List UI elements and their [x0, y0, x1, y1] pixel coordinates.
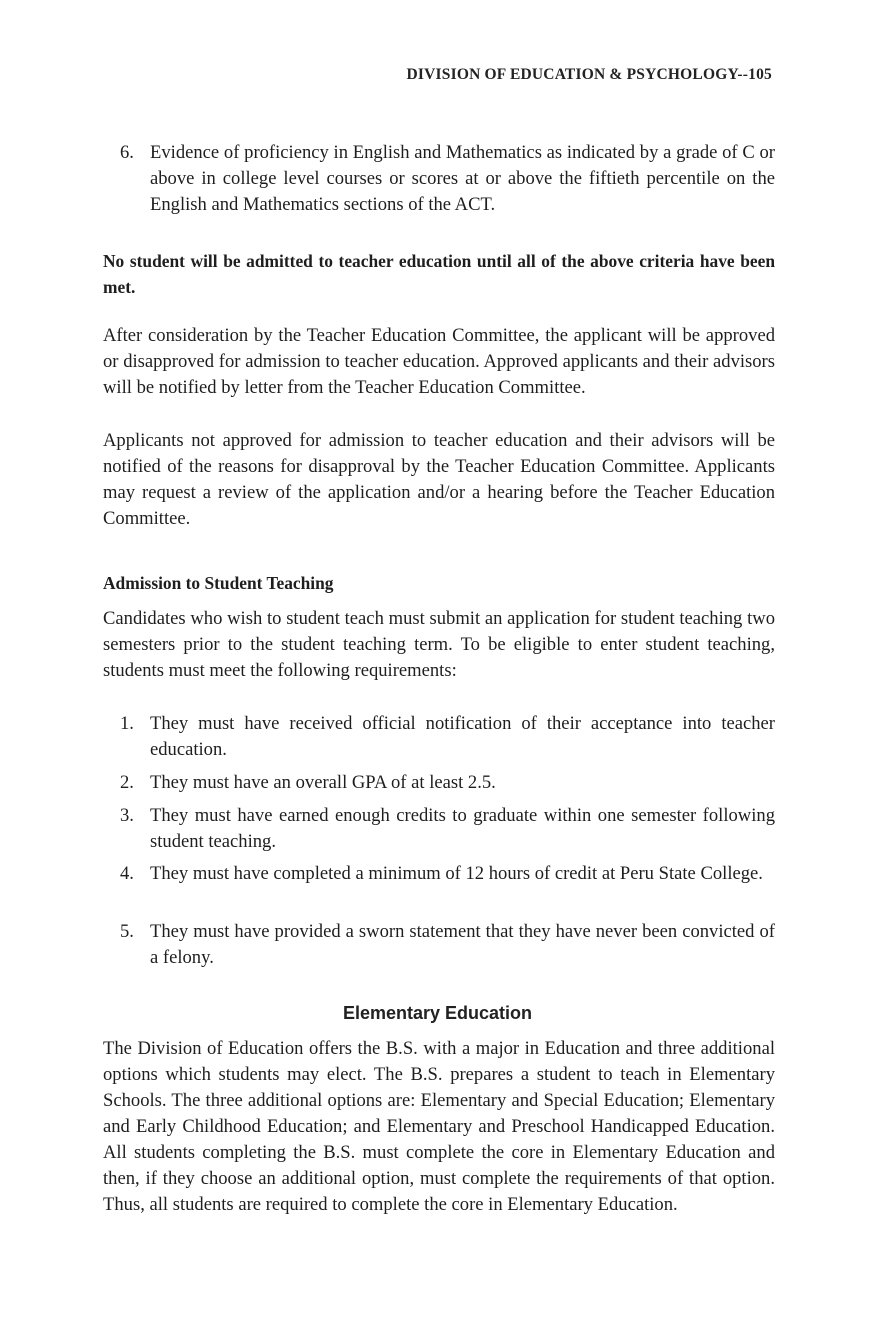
- disapproval-paragraph: Applicants not approved for admission to teacher education and their advisors will be notified of the reasons for disapproval by the Teacher Education Committee. Applicants may request a review of the application and/or a hearing before the Teacher Education Committee.: [103, 430, 775, 529]
- requirement-text: They must have an overall GPA of at least 2.5.: [150, 772, 496, 793]
- section-heading-elementary-education: Elementary Education: [342, 1003, 533, 1023]
- requirement-item: [120, 770, 775, 796]
- requirement-item: [120, 803, 775, 855]
- requirement-text: They must have completed a minimum of 12 hours of credit at Peru State College.: [150, 863, 763, 884]
- requirement-item: [120, 711, 775, 763]
- elementary-education-paragraph: The Division of Education offers the B.S. with a major in Education and three additional options which students may elect. The B.S. prepares a student to teach in Elementary Schools. The three additional options are: Elementary and Special Education; Elementary and Early Childhood Education; and Elementary and Preschool Handicapped Education. All students completing the B.S. must complete the core in Elementary Education and then, if they choose an additional option, must complete the requirements of that option. Thus, all students are required to complete the core in Elementary Education.: [103, 1038, 775, 1215]
- running-head: DIVISION OF EDUCATION & PSYCHOLOGY--105: [406, 66, 772, 83]
- requirement-item: [120, 861, 775, 887]
- requirement-number: 1.: [120, 713, 134, 734]
- requirement-text: They must have provided a sworn statement that they have never been convicted of a felony.: [150, 921, 775, 968]
- student-teaching-intro: Candidates who wish to student teach must submit an application for student teaching two semesters prior to the student teaching term. To be eligible to enter student teaching, students must meet the following requirements:: [103, 608, 775, 681]
- requirement-number: 5.: [120, 921, 134, 942]
- section-heading-student-teaching: Admission to Student Teaching: [103, 573, 334, 593]
- criterion-number: 6.: [120, 142, 134, 163]
- requirement-number: 3.: [120, 805, 134, 826]
- admission-notice: No student will be admitted to teacher education until all of the above criteria have been met.: [103, 251, 775, 297]
- requirement-number: 4.: [120, 863, 134, 884]
- approval-paragraph: After consideration by the Teacher Education Committee, the applicant will be approved or disapproved for admission to teacher education. Approved applicants and their advisors will be notified by letter from the Teacher Education Committee.: [103, 325, 775, 398]
- criterion-text: Evidence of proficiency in English and Mathematics as indicated by a grade of C or above in college level courses or scores at or above the fiftieth percentile on the English and Mathematics sections of the ACT.: [150, 142, 775, 215]
- requirement-text: They must have earned enough credits to graduate within one semester following student teaching.: [150, 805, 775, 852]
- requirement-text: They must have received official notification of their acceptance into teacher education.: [150, 713, 775, 760]
- requirement-item: [120, 919, 775, 971]
- criterion-item-6: [120, 140, 775, 218]
- requirement-number: 2.: [120, 772, 134, 793]
